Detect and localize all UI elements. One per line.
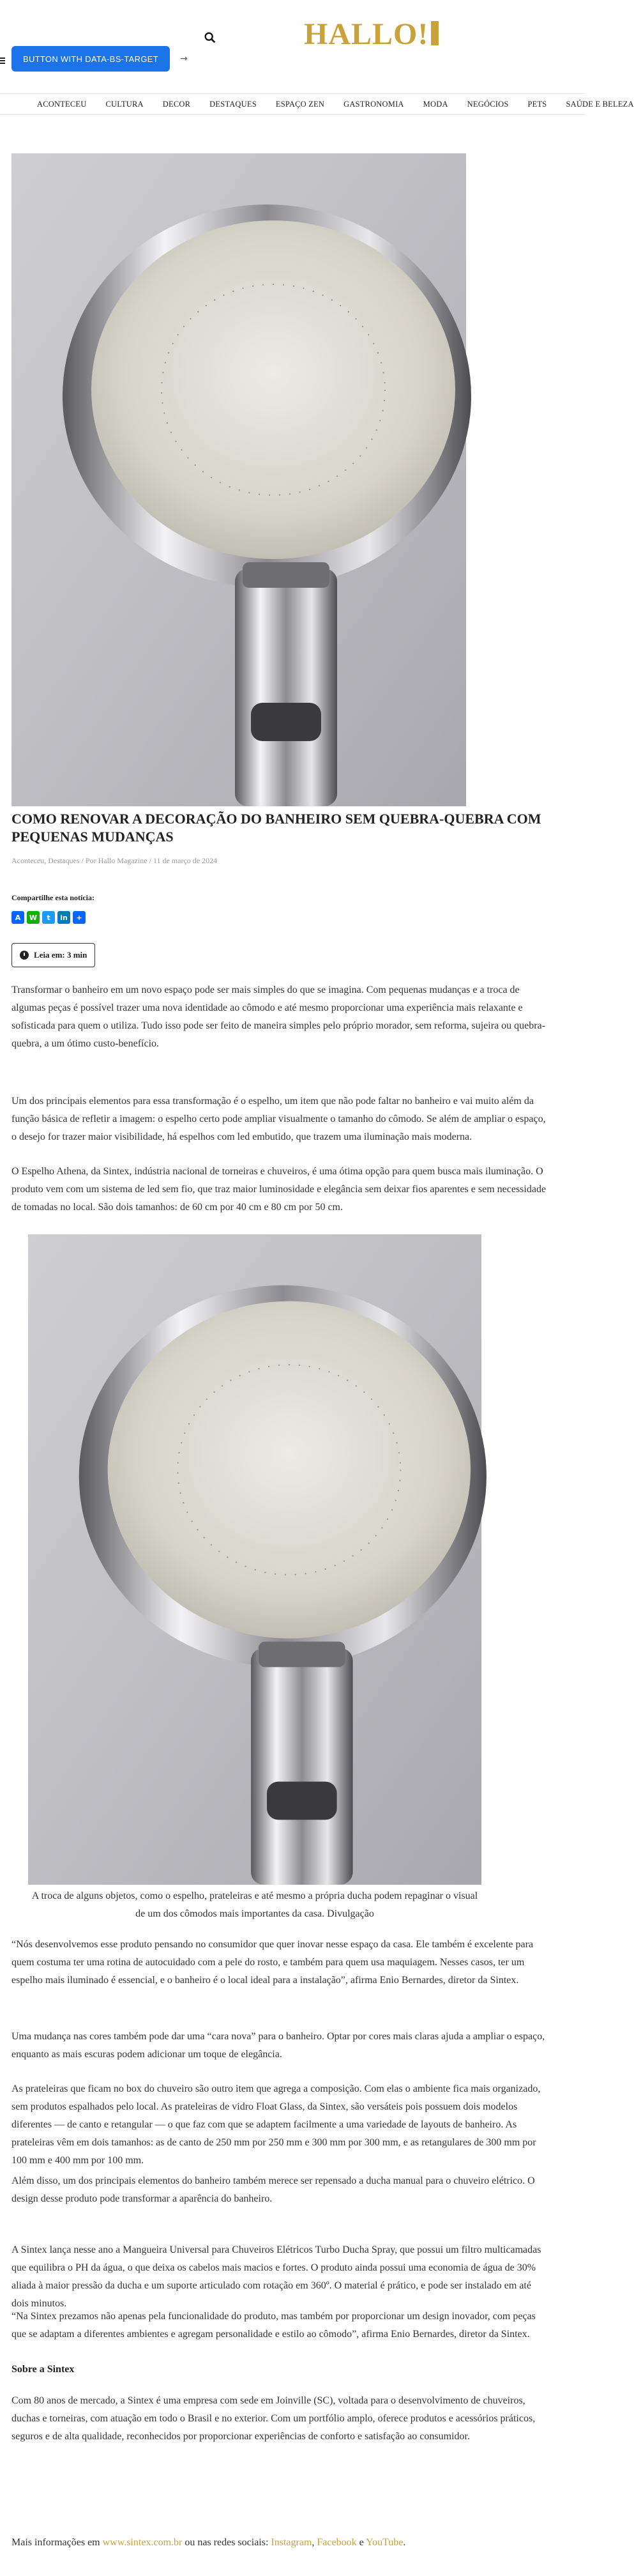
share-title: Compartilhe esta notícia: <box>11 893 94 902</box>
more-info-prefix: Mais informações em <box>11 2537 103 2548</box>
read-time-badge <box>11 943 95 967</box>
paragraph: A Sintex lança nesse ano a Mangueira Universal para Chuveiros Elétricos Turbo Ducha Spray, que possui um filtro multicamadas que equilibra o PH da água, o que deixa os cabelos mais macios e fortes. O produto ainda possui uma economia de água de 30% aliada à maior pressão da ducha e um suporte articulado com rotação em 360º. O material é prático, e pode ser instalado em até dois minutos. <box>11 2244 541 2309</box>
nav-item-decor[interactable]: DECOR <box>162 99 191 109</box>
facebook-link[interactable]: Facebook <box>317 2537 357 2548</box>
separator: e <box>356 2537 366 2548</box>
article-meta: Aconteceu, Destaques / Por Hallo Magazine / 11 de março de 2024 <box>11 856 218 865</box>
nav-item-saude-beleza[interactable]: SAÚDE E BELEZA <box>566 99 634 109</box>
bs-target-button[interactable]: BUTTON WITH DATA-BS-TARGET <box>11 46 170 72</box>
arrow-icon: → <box>180 54 188 64</box>
paragraph: As prateleiras que ficam no box do chuveiro são outro item que agrega a composição. Com elas o ambiente fica mais organizado, sem produtos espalhados pelo local. As prateleiras de vidro Float Glass, da Sintex, são versáteis pois possuem dois modelos diferentes — de canto e retangular — o que faz com que se adaptem facilmente a uma variedade de layouts de banheiro. As prateleiras vêm em dois tamanhos: as de canto de 250 mm por 250 mm e 300 mm por 300 mm, e as retangulares de 300 mm por 100 mm e 400 mm por 100 mm. <box>11 2083 541 2166</box>
share-icons <box>11 911 86 924</box>
nav-item-pets[interactable]: PETS <box>527 99 547 109</box>
share-plus-icon[interactable]: + <box>73 911 86 924</box>
read-time-label: Leia em: 3 min <box>34 950 87 960</box>
separator: , <box>312 2537 317 2548</box>
nav-item-espaco-zen[interactable]: ESPAÇO ZEN <box>275 99 325 109</box>
paragraph: Transformar o banheiro em um novo espaço pode ser mais simples do que se imagina. Com pequenas mudanças e a troca de algumas peças é possível trazer uma nova identidade ao cômodo e até mesmo proporcionar uma experiência mais relaxante e sofisticada para quem o utiliza. Tudo isso pode ser feito de maneira simples pelo próprio morador, sem reforma, sujeira ou quebra-quebra, a um ótimo custo-benefício. <box>11 985 546 1049</box>
site-logo[interactable]: HALLO! <box>304 17 439 52</box>
article-title: COMO RENOVAR A DECORAÇÃO DO BANHEIRO SEM QUEBRA-QUEBRA COM PEQUENAS MUDANÇAS <box>11 811 541 845</box>
more-info <box>11 2534 548 2552</box>
paragraph: Um dos principais elementos para essa transformação é o espelho, um item que não pode faltar no banheiro e vai muito além da função básica de refletir a imagem: o espelho certo pode ampliar visualmente o tamanho do cômodo. Se além de ampliar o espaço, o desejo for trazer maior visibilidade, há espelhos com led embutido, que trazem uma iluminação mais moderna. <box>11 1096 546 1142</box>
hero-image <box>11 153 466 806</box>
clock-icon <box>20 951 29 960</box>
paragraph: Além disso, um dos principais elementos do banheiro também merece ser repensado a ducha manual para o chuveiro elétrico. O design desse produto pode transformar a aparência do banheiro. <box>11 2175 535 2204</box>
image-caption: A troca de alguns objetos, como o espelho, prateleiras e até mesmo a própria ducha podem repaginar o visual de um dos cômodos mais importantes da casa. Divulgação <box>31 1890 478 1919</box>
website-link[interactable]: www.sintex.com.br <box>102 2537 183 2548</box>
search-icon[interactable] <box>203 31 217 45</box>
nav-item-aconteceu[interactable]: ACONTECEU <box>37 99 87 109</box>
end-punct: . <box>403 2537 406 2548</box>
linkedin-icon[interactable]: in <box>57 911 70 924</box>
paragraph: “Na Sintex prezamos não apenas pela funcionalidade do produto, mas também por proporcionar um design inovador, com peças que se adaptam a diferentes ambientes e agregam personalidade e estilo ao cômodo”, afirma Enio Bernardes, diretor da Sintex. <box>11 2311 536 2340</box>
article-image <box>28 1234 481 1885</box>
twitter-icon[interactable]: t <box>42 911 55 924</box>
paragraph: O Espelho Athena, da Sintex, indústria nacional de torneiras e chuveiros, é uma ótima opção para quem busca mais iluminação. O produto vem com um sistema de led sem fio, que traz maior luminosidade e elegância sem deixar fios aparentes e sem necessidade de tomadas no local. São dois tamanhos: de 60 cm por 40 cm e 80 cm por 50 cm. <box>11 1166 547 1213</box>
nav-item-negocios[interactable]: NEGÓCIOS <box>467 99 509 109</box>
paragraph: Uma mudança nas cores também pode dar uma “cara nova” para o banheiro. Optar por cores mais claras ajuda a ampliar o espaço, enquanto as mais escuras podem adicionar um toque de elegância. <box>11 2031 545 2060</box>
whatsapp-icon[interactable]: W <box>27 911 40 924</box>
menu-icon[interactable] <box>0 56 6 64</box>
nav-item-moda[interactable]: MODA <box>423 99 448 109</box>
nav-item-cultura[interactable]: CULTURA <box>105 99 144 109</box>
youtube-link[interactable]: YouTube <box>366 2537 404 2548</box>
paragraph: “Nós desenvolvemos esse produto pensando no consumidor que quer inovar nesse espaço da casa. Ele também é excelente para quem costuma ter uma rotina de autocuidado com a pele do rosto, e também para quem usa maquiagem. Nesses casos, ter um espelho mais iluminado é essencial, e o banheiro é o local ideal para a instalação”, afirma Enio Bernardes, diretor da Sintex. <box>11 1939 534 1986</box>
main-nav <box>0 93 634 115</box>
nav-item-gastronomia[interactable]: GASTRONOMIA <box>343 99 404 109</box>
instagram-link[interactable]: Instagram <box>271 2537 312 2548</box>
site-header <box>0 0 585 83</box>
addtoany-icon[interactable]: A <box>11 911 24 924</box>
nav-item-destaques[interactable]: DESTAQUES <box>209 99 257 109</box>
section-title: Sobre a Sintex <box>11 2364 75 2375</box>
more-info-mid: ou nas redes sociais: <box>182 2537 271 2548</box>
paragraph: Com 80 anos de mercado, a Sintex é uma empresa com sede em Joinville (SC), voltada para o desenvolvimento de chuveiros, duchas e torneiras, com atuação em todo o Brasil e no exterior. Com um portfólio amplo, oferece produtos e acessórios práticos, seguros e de alta qualidade, reconhecidos por proporcionar experiências de conforto e satisfação ao consumidor. <box>11 2395 536 2442</box>
